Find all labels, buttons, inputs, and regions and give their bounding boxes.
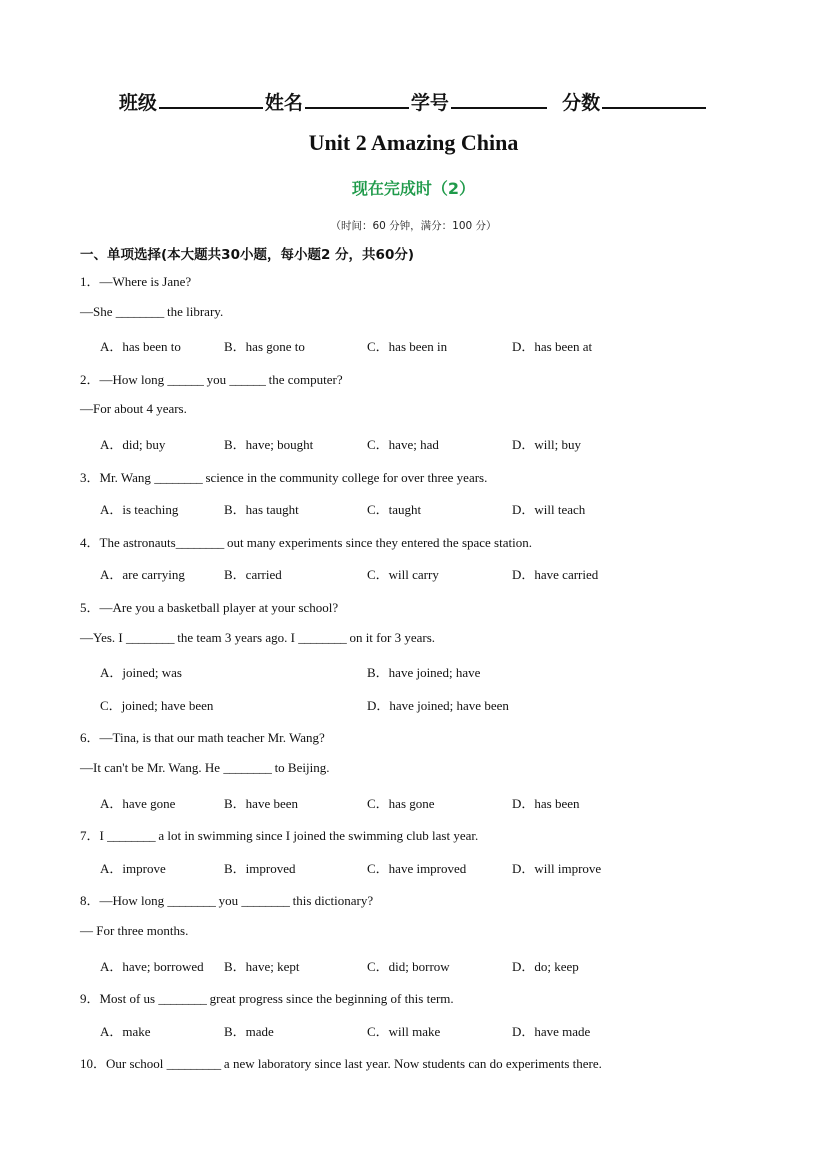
option-a[interactable]: A．is teaching (100, 502, 179, 518)
option-d[interactable]: D．has been at (512, 339, 593, 355)
answer-blank: ________ (107, 828, 156, 844)
question-text: —For about 4 years. (80, 401, 187, 417)
option-b[interactable]: B．carried (224, 567, 282, 583)
question-text: —She (80, 303, 116, 319)
option-c[interactable]: C．taught (367, 502, 422, 518)
option-b[interactable]: B．has taught (224, 502, 299, 518)
option-d[interactable]: D．do; keep (512, 958, 579, 974)
question-7-line-1 (80, 825, 478, 844)
question-text: the team 3 years ago. I (174, 629, 299, 645)
question-text: —Yes. I (80, 629, 126, 645)
question-text: the computer? (265, 371, 343, 387)
name-label: 姓名 (264, 92, 303, 114)
option-c[interactable]: C．has been in (367, 339, 448, 355)
option-a[interactable]: A．are carrying (100, 567, 185, 583)
question-text: 10．Our school (80, 1056, 167, 1072)
question-text: 2．—How long (80, 371, 168, 387)
option-d[interactable]: D．have joined; have been (367, 697, 509, 713)
question-2-line-2 (80, 401, 187, 417)
question-2-line-1 (80, 369, 343, 388)
question-text: great progress since the beginning of this term. (206, 991, 454, 1007)
class-blank (159, 89, 263, 109)
question-text: to Beijing. (271, 760, 330, 775)
option-c[interactable]: C．will make (367, 1023, 441, 1039)
option-c[interactable]: C．has gone (367, 795, 435, 811)
page-title: Unit 2 Amazing China (308, 130, 519, 155)
student-id-label: 学号 (410, 92, 449, 114)
question-text: 8．—How long (80, 893, 168, 909)
question-text: 1．—Where is Jane? (80, 274, 192, 289)
question-text: you (215, 893, 242, 909)
question-text: you (203, 371, 230, 387)
question-8-line-2 (80, 923, 188, 939)
option-a[interactable]: A．did; buy (100, 437, 166, 452)
answer-blank: ________ (158, 991, 207, 1007)
option-a[interactable]: A．have gone (100, 795, 176, 811)
answer-blank: ______ (167, 371, 204, 387)
question-text: 9．Most of us (80, 991, 159, 1007)
question-1-line-1 (80, 271, 191, 290)
question-9-line-1 (80, 988, 454, 1007)
section-title: 一、单项选择(本大题共30小题，每小题2 分，共60分) (80, 247, 415, 263)
option-d[interactable]: D．will improve (512, 860, 602, 876)
question-10-line-1 (80, 1053, 602, 1072)
option-a[interactable]: A．make (100, 1023, 151, 1039)
question-text: 6．—Tina, is that our math teacher Mr. Wang? (80, 730, 325, 746)
question-text: 5．—Are you a basketball player at your school? (80, 600, 339, 615)
class-label: 班级 (118, 92, 157, 114)
option-b[interactable]: B．improved (224, 860, 296, 876)
option-a[interactable]: A．has been to (100, 339, 181, 355)
question-text: science in the community college for over three years. (202, 469, 488, 485)
option-d[interactable]: D．has been (512, 795, 580, 811)
answer-blank: ______ (229, 371, 266, 387)
option-d[interactable]: D．have carried (512, 567, 599, 583)
student-id-blank (451, 89, 547, 109)
question-1-line-2 (80, 304, 223, 320)
option-b[interactable]: B．have joined; have (367, 665, 481, 681)
question-4-line-1 (80, 532, 532, 551)
time-info: （时间：60 分钟，满分：100 分） (330, 220, 497, 232)
question-5-line-2 (80, 630, 435, 646)
option-c[interactable]: C．will carry (367, 567, 439, 583)
answer-blank: _________ (166, 1056, 221, 1072)
option-d[interactable]: D．will; buy (512, 437, 581, 452)
student-info-line (0, 88, 827, 115)
option-c[interactable]: C．have improved (367, 860, 467, 876)
question-8-line-1 (80, 890, 373, 909)
answer-blank: ________ (154, 469, 203, 485)
option-b[interactable]: B．have; kept (224, 958, 300, 974)
option-c[interactable]: C．joined; have been (100, 697, 214, 713)
question-6-line-1 (80, 727, 325, 746)
score-label: 分数 (562, 92, 601, 114)
answer-blank: ________ (241, 893, 290, 909)
question-text: this dictionary? (289, 893, 374, 909)
question-text: 3．Mr. Wang (80, 469, 155, 485)
answer-blank: ________ (126, 629, 174, 645)
question-5-line-1 (80, 597, 338, 616)
answer-blank: ________ (175, 534, 224, 550)
answer-blank: ________ (167, 893, 216, 909)
option-a[interactable]: A．joined; was (100, 665, 182, 681)
question-6-line-2 (80, 760, 329, 776)
question-text: a new laboratory since last year. Now students can do experiments there. (220, 1056, 602, 1072)
question-text: on it for 3 years. (346, 629, 435, 645)
option-b[interactable]: B．made (224, 1023, 274, 1039)
option-c[interactable]: C．did; borrow (367, 958, 450, 974)
option-c[interactable]: C．have; had (367, 437, 439, 452)
question-text: out many experiments since they entered the space station. (223, 534, 532, 550)
option-d[interactable]: D．will teach (512, 502, 586, 518)
question-text: 4．The astronauts (80, 534, 176, 550)
score-blank (602, 89, 706, 109)
option-a[interactable]: A．have; borrowed (100, 958, 204, 974)
option-b[interactable]: B．have; bought (224, 437, 314, 452)
answer-blank: ________ (223, 760, 272, 775)
option-b[interactable]: B．has gone to (224, 339, 305, 355)
option-d[interactable]: D．have made (512, 1023, 591, 1039)
name-blank (305, 89, 409, 109)
question-text: 7．I (80, 828, 108, 844)
answer-blank: ________ (298, 629, 347, 645)
question-text: —It can't be Mr. Wang. He (80, 760, 224, 775)
question-text: the library. (163, 303, 224, 319)
answer-blank: ________ (115, 303, 164, 319)
option-a[interactable]: A．improve (100, 860, 166, 876)
option-b[interactable]: B．have been (224, 795, 299, 811)
question-3-line-1 (80, 467, 487, 486)
page-subtitle: 现在完成时（2） (351, 179, 476, 198)
question-text: a lot in swimming since I joined the swimming club last year. (155, 828, 479, 844)
question-text: — For three months. (80, 923, 189, 938)
